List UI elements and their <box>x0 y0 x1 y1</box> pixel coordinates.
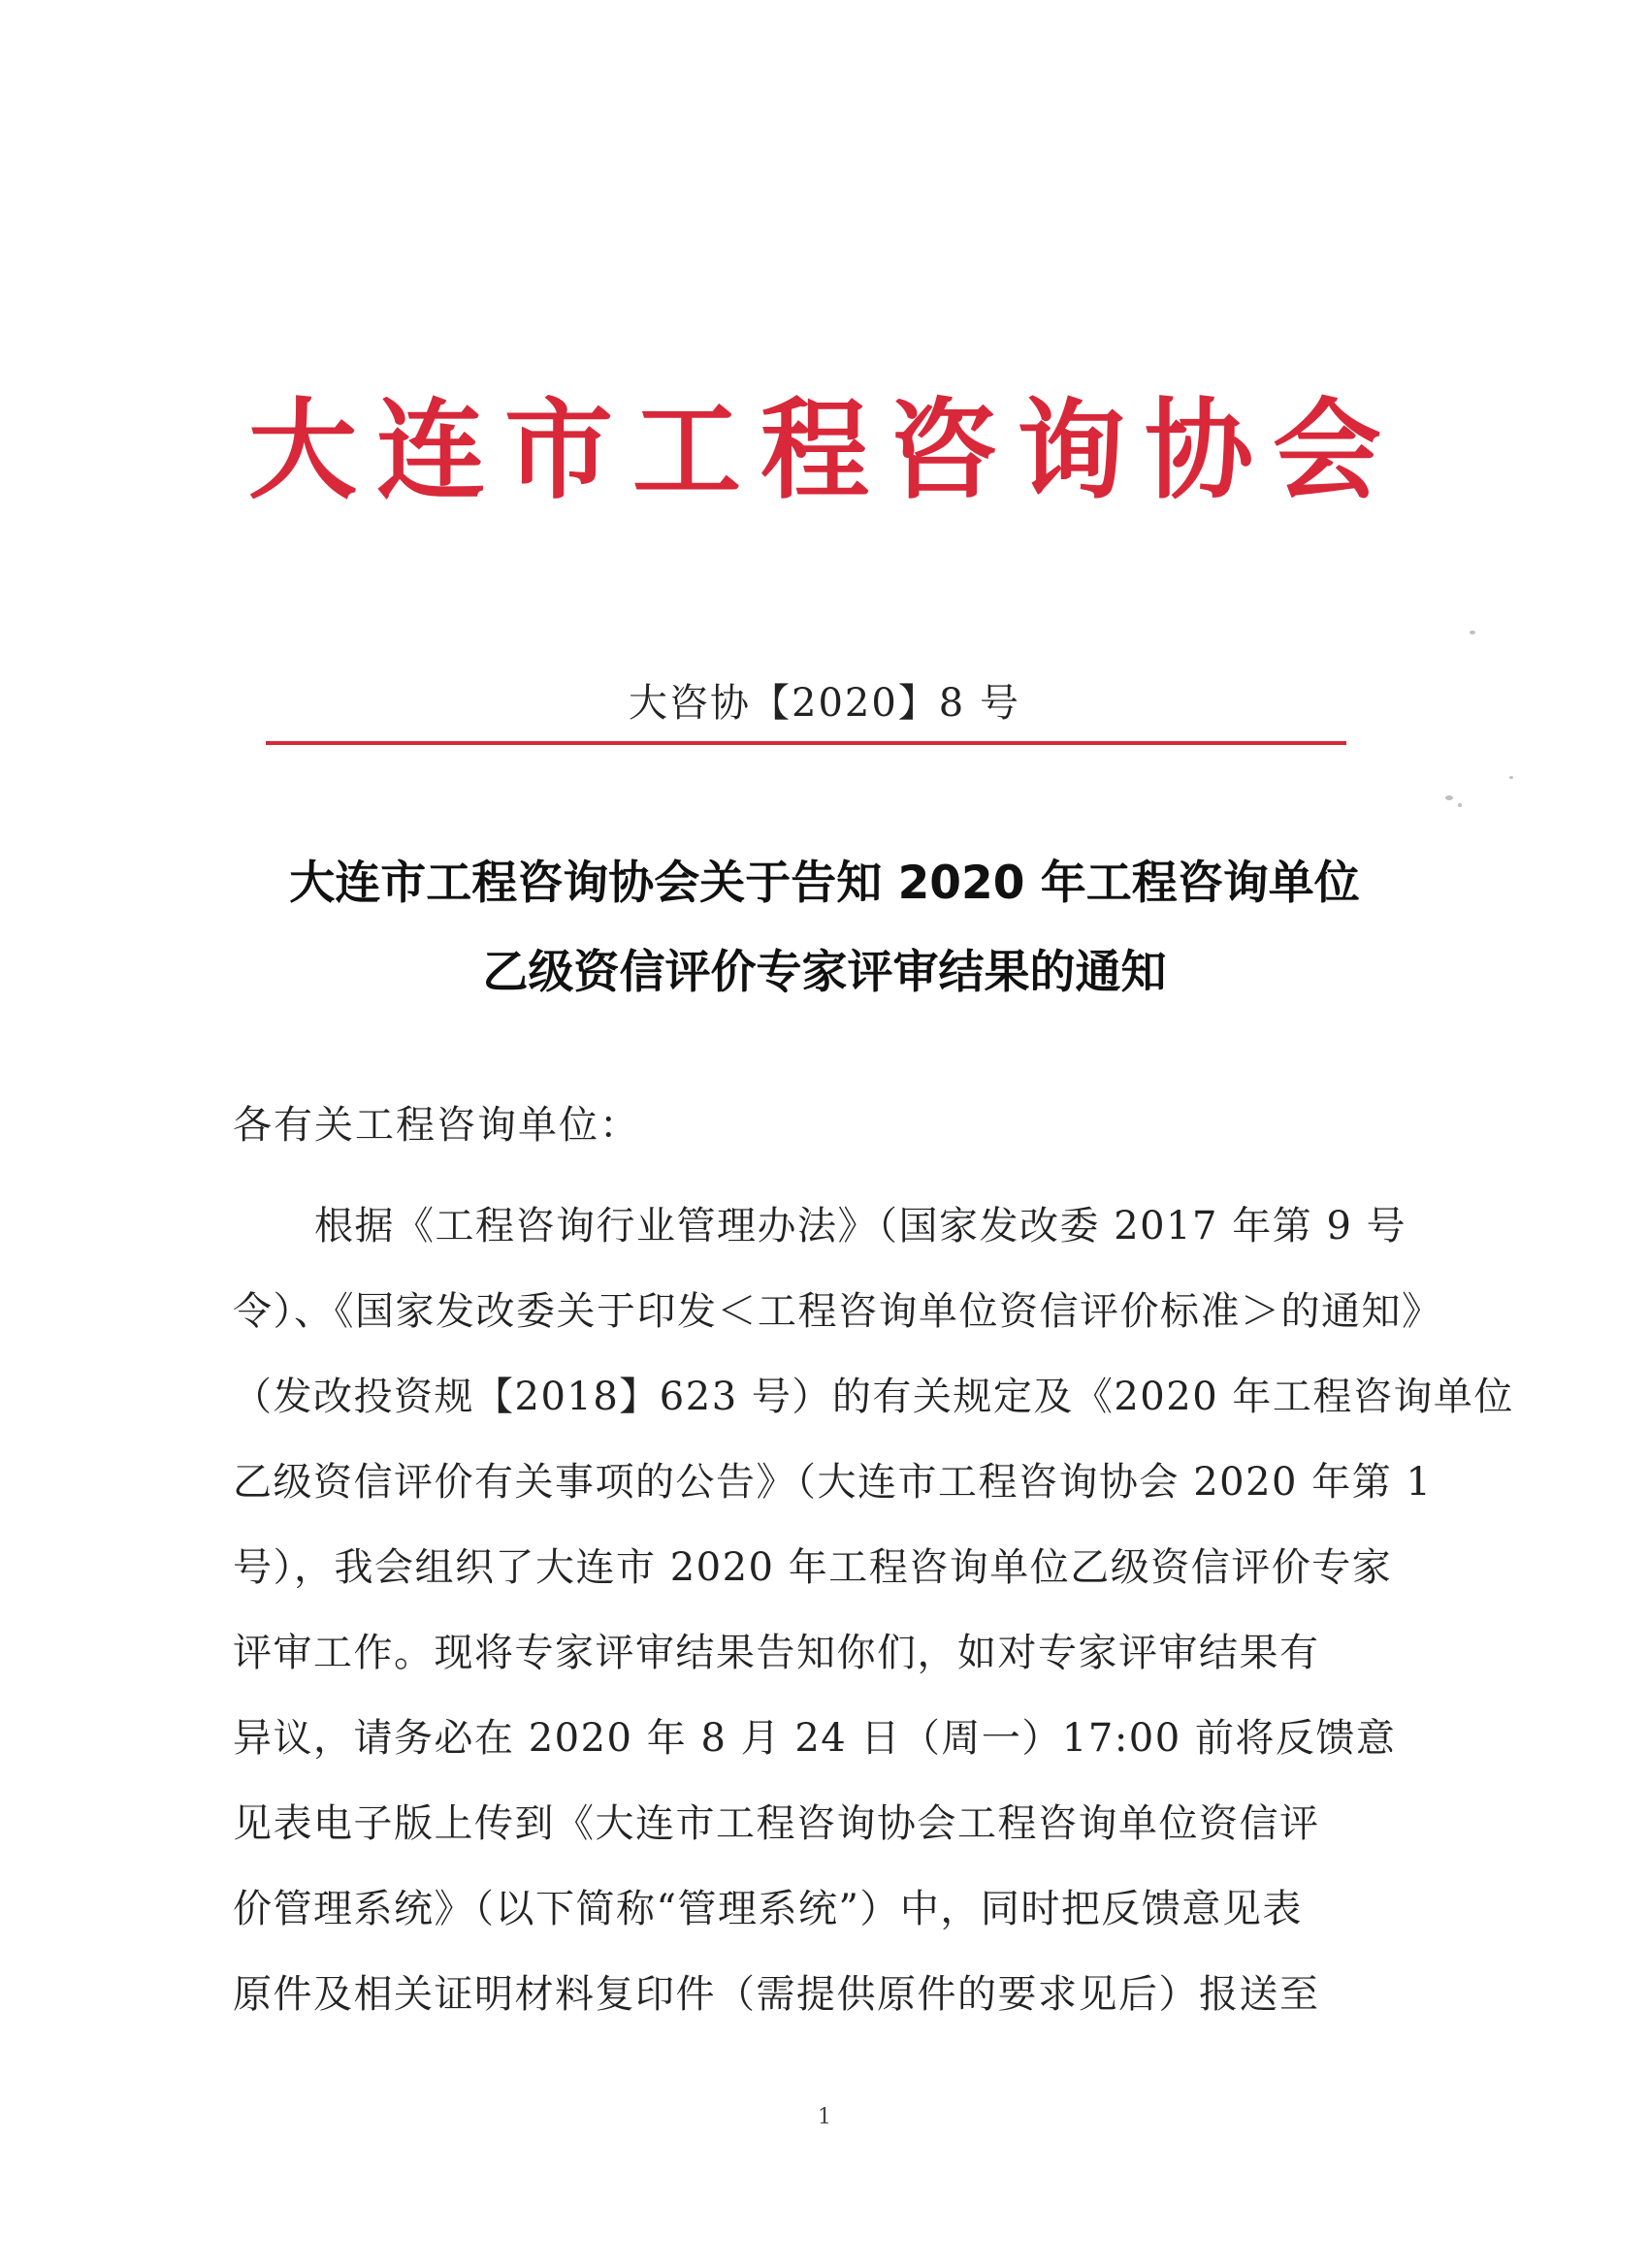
title-line-1: 大连市工程咨询协会关于告知 2020 年工程咨询单位 <box>289 857 1360 910</box>
red-divider <box>266 741 1346 745</box>
scan-speck <box>1470 631 1475 634</box>
body-line: 号），我会组织了大连市 2020 年工程咨询单位乙级资信评价专家 <box>233 1545 1393 1590</box>
page-number: 1 <box>818 2105 831 2129</box>
body-line: （发改投资规【2018】623 号）的有关规定及《2020 年工程咨询单位 <box>233 1375 1514 1419</box>
body-line: 价管理系统》（以下简称“管理系统”）中，同时把反馈意见表 <box>233 1887 1303 1931</box>
document-title <box>0 839 1649 1018</box>
document-number: 大咨协【2020】8 号 <box>629 681 1020 726</box>
body-paragraph <box>233 1183 1514 2037</box>
body-line: 根据《工程咨询行业管理办法》（国家发改委 2017 年第 9 号 <box>314 1204 1407 1248</box>
scan-speck <box>1509 776 1513 779</box>
body-line: 见表电子版上传到《大连市工程咨询协会工程咨询单位资信评 <box>233 1801 1320 1846</box>
scan-speck <box>1445 795 1453 800</box>
scan-speck <box>1458 803 1462 807</box>
body-line: 原件及相关证明材料复印件（需提供原件的要求见后）报送至 <box>233 1972 1320 2017</box>
title-line-2: 乙级资信评价专家评审结果的通知 <box>482 946 1167 999</box>
body-line: 异议，请务必在 2020 年 8 月 24 日（周一）17:00 前将反馈意 <box>233 1716 1397 1761</box>
salutation: 各有关工程咨询单位： <box>233 1103 640 1148</box>
body-line: 评审工作。现将专家评审结果告知你们，如对专家评审结果有 <box>233 1631 1320 1675</box>
body-line: 令）、《国家发改委关于印发＜工程咨询单位资信评价标准＞的通知》 <box>233 1289 1442 1334</box>
body-line: 乙级资信评价有关事项的公告》（大连市工程咨询协会 2020 年第 1 <box>233 1460 1433 1505</box>
organization-header: 大连市工程咨询协会 <box>248 388 1401 514</box>
